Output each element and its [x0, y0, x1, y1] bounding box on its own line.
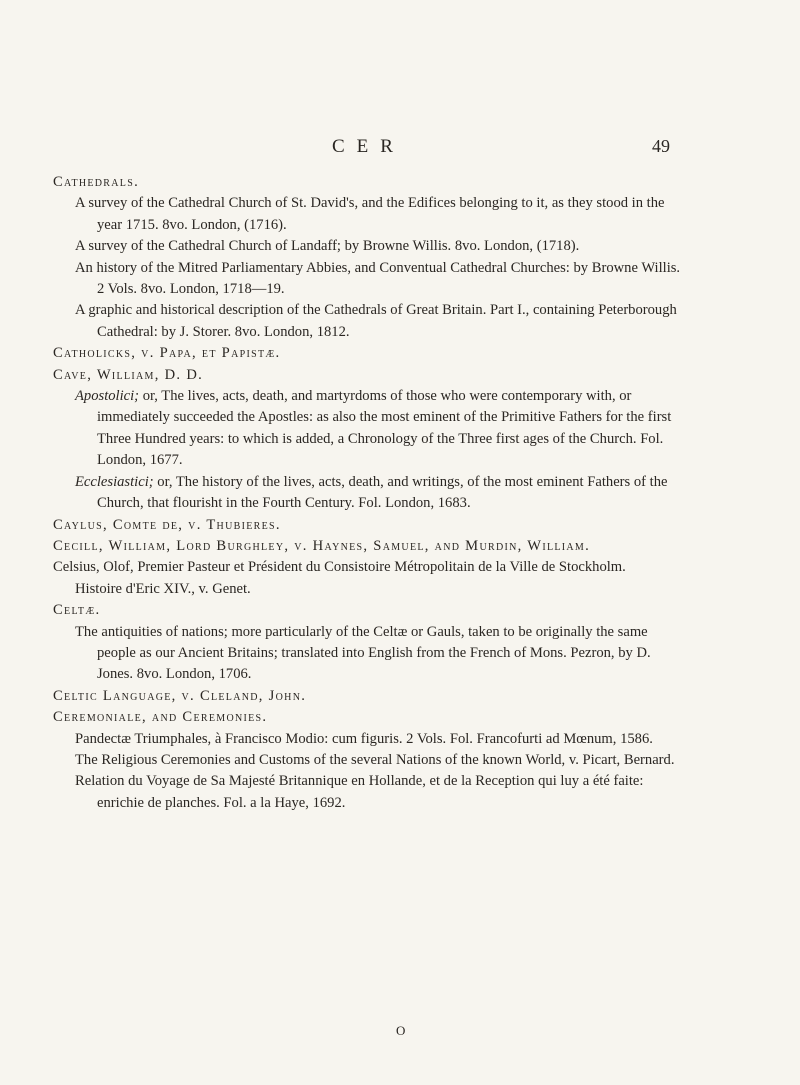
entry-heading: Caylus, Comte de, v. Thubieres.: [53, 516, 281, 533]
entry-item-text: or, The lives, acts, death, and martyrdoms of those who were contemporary with, or immediately succeeded the Apostles: as also the most eminent of the Primitive Fathers for the first Three Hundred years: to which is added, a Chronology of the Three first ages of the Church. Fol. London, 1677.: [97, 388, 672, 469]
entry-item: A survey of the Cathedral Church of St. David's, and the Edifices belonging to it, as they stood in the year 1715. 8vo. London, (1716).: [75, 195, 665, 233]
entry-item: Relation du Voyage de Sa Majesté Britannique en Hollande, et de la Reception qui luy a été faite: enrichie de planches. Fol. a la Haye, 1692.: [75, 773, 644, 811]
entry-item: A survey of the Cathedral Church of Landaff; by Browne Willis. 8vo. London, (1718).: [75, 238, 580, 255]
entry-item: [75, 472, 687, 515]
entry-item: Histoire d'Eric XIV., v. Genet.: [75, 580, 251, 597]
entry-item: An history of the Mitred Parliamentary Abbies, and Conventual Cathedral Churches: by Browne Willis. 2 Vols. 8vo. London, 1718—19.: [75, 259, 681, 298]
entry-heading: Celtic Language, v. Cleland, John.: [53, 687, 307, 704]
catchword: O: [396, 1023, 406, 1038]
entry-item: A graphic and historical description of the Cathedrals of Great Britain. Part I., containing Peterborough Cathedral: by J. Storer. 8vo. London, 1812.: [75, 302, 677, 340]
entry-heading: Cecill, William, Lord Burghley, v. Haynes, Samuel, and Murdin, William.: [53, 537, 591, 554]
entry-heading: Cathedrals.: [53, 174, 140, 190]
running-head-title: CER: [332, 136, 405, 157]
entry-item: The Religious Ceremonies and Customs of the several Nations of the known World, v. Picart, Bernard.: [75, 751, 675, 768]
entry-item: The antiquities of nations; more particularly of the Celtæ or Gauls, taken to be originally the same people as our Ancient Britains; translated into English from the French of Mons. Pezron, by D. Jones. 8vo. London, 1706.: [75, 623, 651, 683]
entry-item-title: Ecclesiastici;: [75, 473, 154, 490]
entry-item: Pandectæ Triumphales, à Francisco Modio: cum figuris. 2 Vols. Fol. Francofurti ad Mœnum, 1586.: [75, 730, 653, 747]
running-head: [0, 136, 800, 160]
entry-item-text: or, The history of the lives, acts, death, and writings, of the most eminent Fathers of the Church, that flourisht in the Fourth Century. Fol. London, 1683.: [97, 473, 668, 512]
entry-heading: Cave, William, D. D.: [53, 366, 204, 383]
entry-item: [75, 386, 687, 472]
entry-heading: Ceremoniale, and Ceremonies.: [53, 709, 268, 726]
entry-heading: Catholicks, v. Papa, et Papistæ.: [53, 345, 281, 362]
entry-heading: Celtæ.: [53, 602, 101, 619]
entry-heading: Celsius, Olof, Premier Pasteur et Président du Consistoire Métropolitain de la Ville de Stockholm.: [53, 559, 626, 576]
page-number: 49: [652, 136, 670, 156]
catalogue-entries: [53, 172, 687, 814]
entry-item-title: Apostolici;: [75, 388, 140, 405]
